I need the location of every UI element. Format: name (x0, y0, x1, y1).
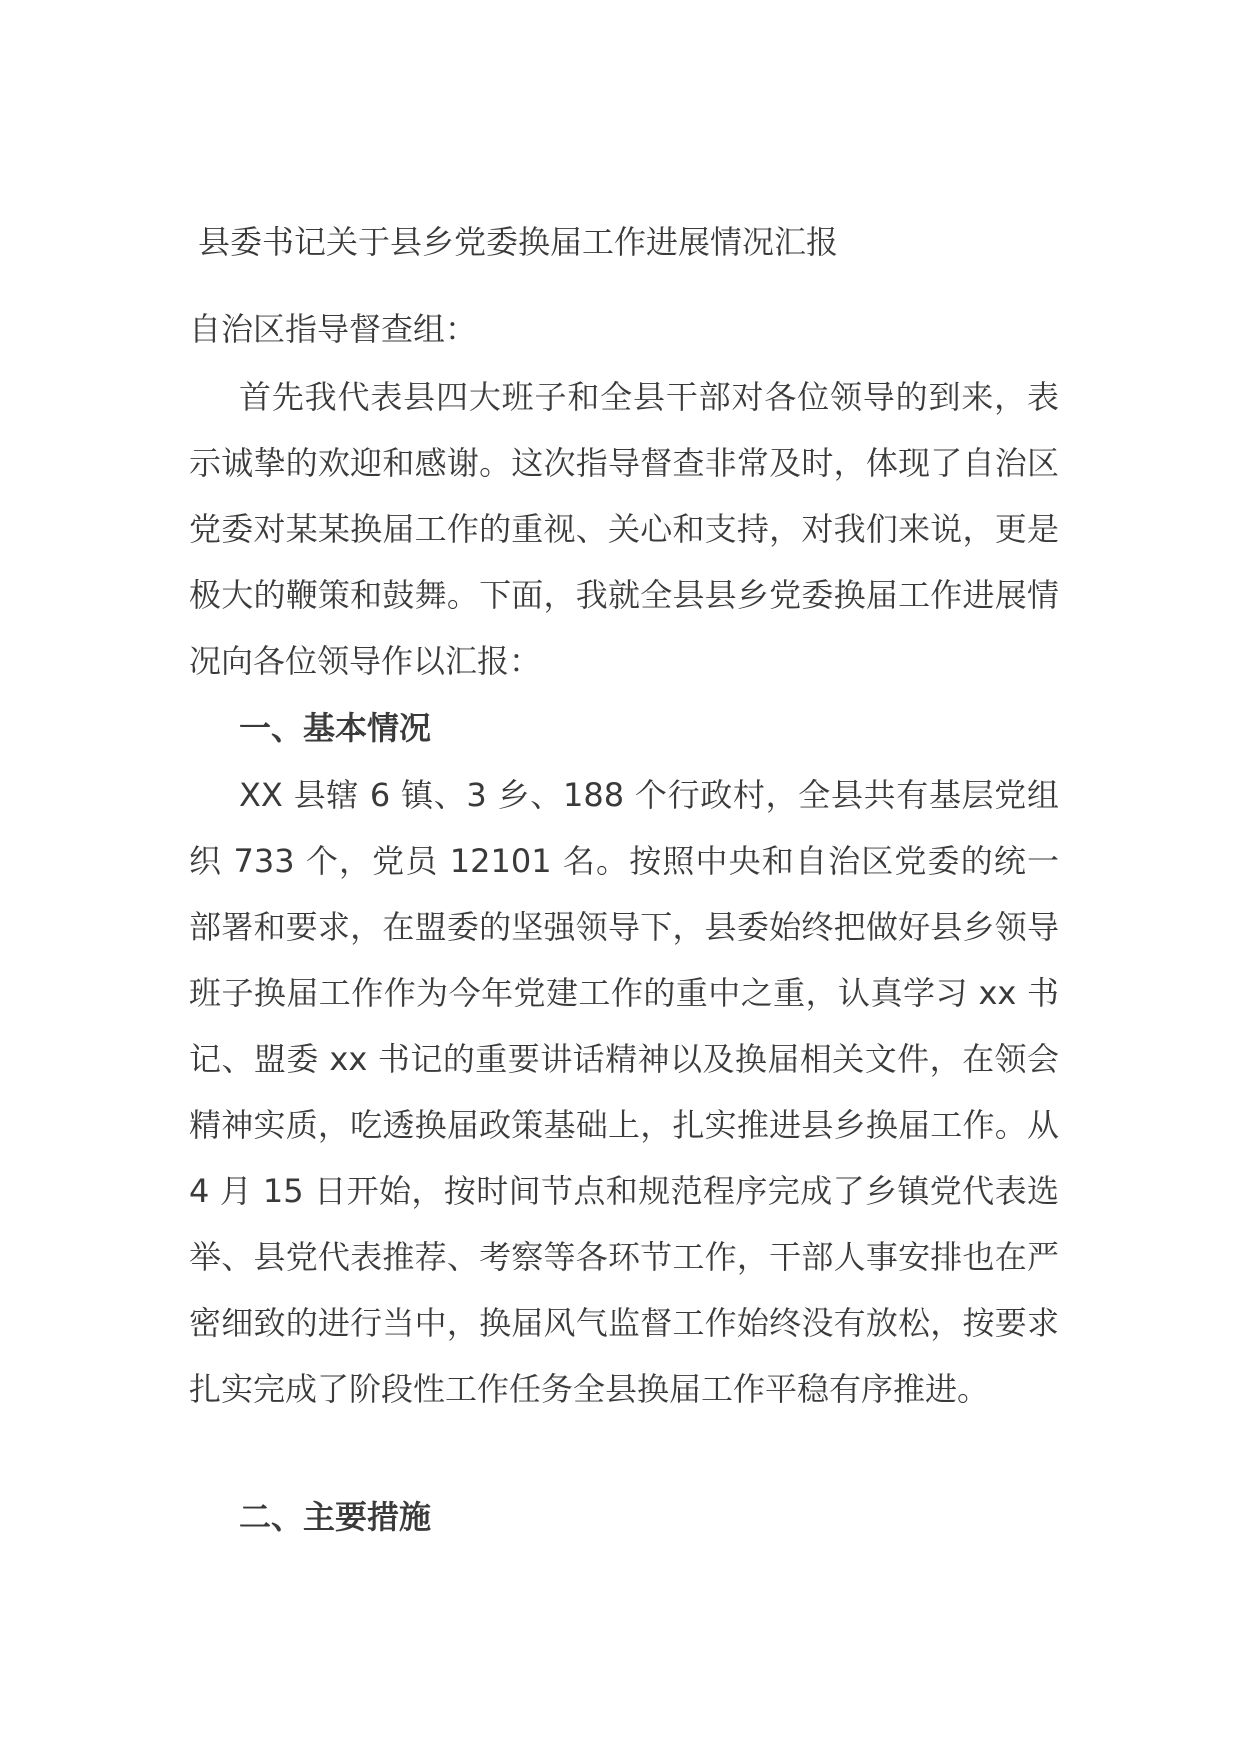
paragraph-intro: 首先我代表县四大班子和全县干部对各位领导的到来，表示诚挚的欢迎和感谢。这次指导督查非常及时，体现了自治区党委对某某换届工作的重视、关心和支持，对我们来说，更是极大的鞭策和鼓舞。下面，我就全县县乡党委换届工作进展情况向各位领导作以汇报： (189, 378, 1059, 680)
salutation: 自治区指导督查组： (189, 310, 478, 348)
section-heading-main-measures: 二、主要措施 (239, 1498, 432, 1536)
document-title: 县委书记关于县乡党委换届工作进展情况汇报 (198, 223, 839, 261)
paragraph-basic-situation: XX 县辖 6 镇、3 乡、188 个行政村，全县共有基层党组织 733 个，党员 12101 名。按照中央和自治区党委的统一部署和要求，在盟委的坚强领导下，县委始终把做好县乡领导班子换届工作作为今年党建工作的重中之重，认真学习 xx 书记、盟委 xx 书记的重要讲话精神以及换届相关文件，在领会精神实质，吃透换届政策基础上，扎实推进县乡换届工作。从 4 月 15 日开始，按时间节点和规范程序完成了乡镇党代表选举、县党代表推荐、考察等各环节工作，干部人事安排也在严密细致的进行当中，换届风气监督工作始终没有放松，按要求扎实完成了阶段性工作任务全县换届工作平稳有序推进。 (189, 776, 1059, 1408)
section-heading-basic-situation: 一、基本情况 (239, 709, 432, 747)
